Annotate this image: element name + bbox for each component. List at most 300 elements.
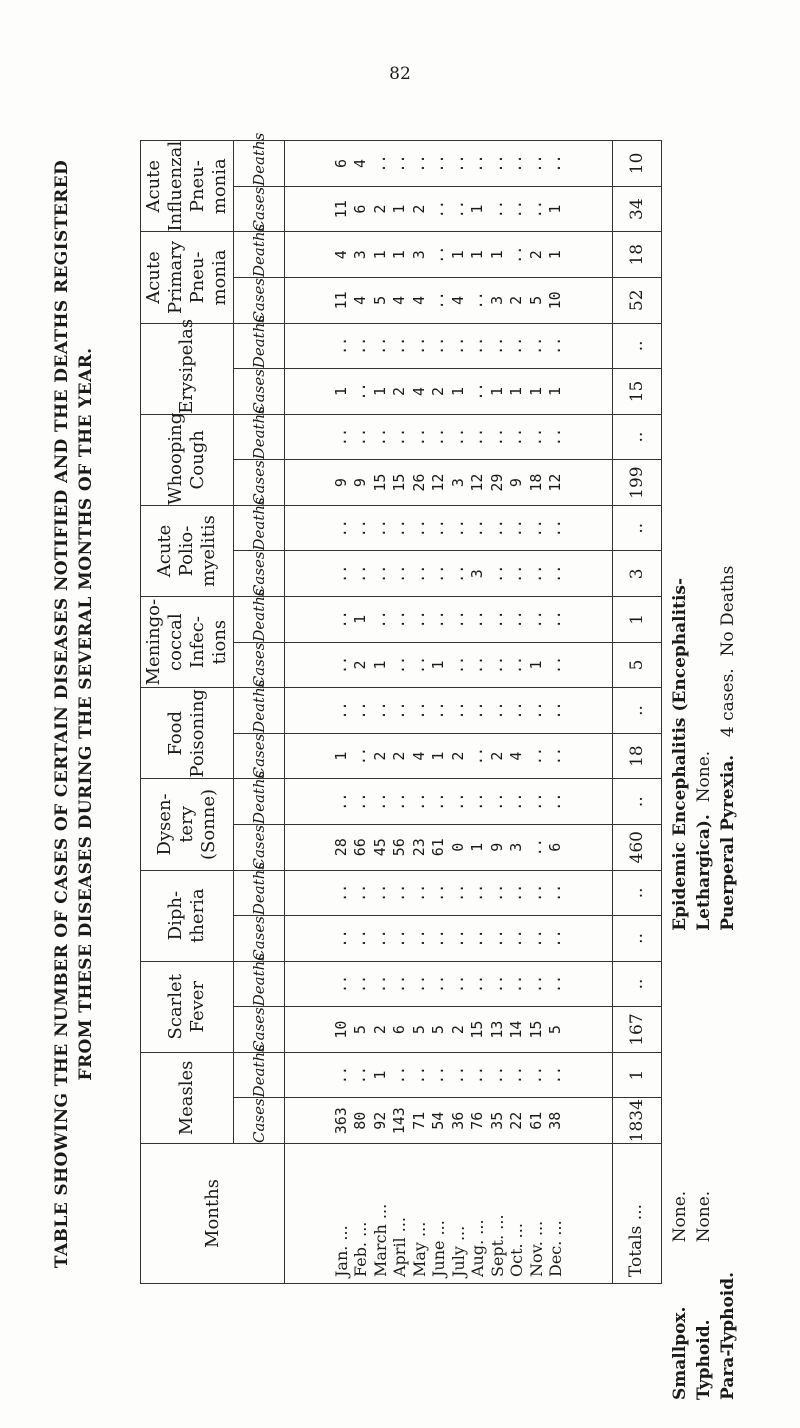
- cases-value: 2: [487, 751, 506, 761]
- deaths-column: [285, 141, 613, 187]
- cases-value: 3: [448, 478, 467, 488]
- deaths-value: ..: [331, 610, 350, 629]
- total-deaths: ..: [613, 688, 662, 734]
- cases-value: 2: [507, 295, 525, 305]
- cases-value: 11: [331, 291, 350, 310]
- note-epidemic-value: None.: [694, 750, 714, 803]
- total-deaths: ..: [613, 323, 662, 369]
- deaths-value: ..: [390, 336, 408, 355]
- cases-value: ..: [448, 564, 467, 583]
- deaths-column: [285, 232, 613, 278]
- deaths-value: ..: [370, 974, 389, 994]
- deaths-value: ..: [468, 1066, 486, 1085]
- cases-value: ..: [448, 929, 467, 948]
- cases-value: 6: [351, 204, 369, 214]
- deaths-value: ..: [331, 428, 350, 447]
- total-cases: 3: [613, 551, 662, 597]
- deaths-subheader: Deaths: [234, 414, 285, 460]
- total-deaths: 1: [613, 597, 662, 643]
- cases-value: 1: [526, 660, 545, 670]
- total-deaths: ..: [613, 414, 662, 460]
- deaths-column: [285, 961, 613, 1007]
- deaths-value: 2: [526, 250, 545, 260]
- cases-value: 5: [370, 295, 389, 305]
- cases-column: [285, 1007, 613, 1053]
- cases-value: ..: [546, 929, 564, 948]
- month-label: July ...: [448, 1225, 468, 1277]
- deaths-value: ..: [429, 974, 447, 994]
- cases-value: 9: [487, 842, 506, 852]
- month-label: Feb. ...: [351, 1221, 370, 1277]
- cases-value: ..: [526, 838, 545, 857]
- total-cases: 34: [613, 186, 662, 232]
- deaths-value: ..: [507, 428, 525, 447]
- total-cases: 52: [613, 278, 662, 324]
- notes: [668, 400, 778, 1400]
- cases-value: ..: [546, 747, 564, 766]
- deaths-value: ..: [507, 245, 525, 264]
- deaths-value: ..: [546, 701, 564, 720]
- deaths-value: ..: [468, 610, 486, 629]
- deaths-value: ..: [429, 245, 447, 264]
- deaths-column: [285, 779, 613, 825]
- cases-value: 61: [526, 1111, 545, 1130]
- deaths-value: ..: [331, 519, 350, 538]
- deaths-value: 1: [390, 250, 408, 260]
- deaths-value: 1: [546, 250, 564, 260]
- deaths-value: ..: [468, 428, 486, 447]
- deaths-value: 1: [351, 614, 369, 624]
- deaths-subheader: Deaths: [234, 961, 285, 1007]
- deaths-value: ..: [429, 336, 447, 355]
- cases-value: 9: [331, 478, 350, 488]
- cases-subheader: Cases: [234, 460, 285, 506]
- deaths-value: ..: [507, 519, 525, 538]
- cases-value: ..: [351, 747, 369, 766]
- note-typhoid-value: None.: [694, 1190, 714, 1243]
- deaths-value: ..: [351, 428, 369, 447]
- deaths-value: ..: [429, 701, 447, 720]
- cases-value: ..: [448, 655, 467, 674]
- cases-value: 4: [507, 751, 525, 761]
- note-paratyphoid-label: Para-Typhoid.: [718, 1271, 738, 1400]
- total-cases: 15: [613, 369, 662, 415]
- cases-value: ..: [468, 929, 486, 948]
- cases-value: 1: [331, 386, 350, 396]
- deaths-column: [285, 597, 613, 643]
- deaths-value: ..: [331, 883, 350, 902]
- deaths-column: [285, 414, 613, 460]
- months-header: Months: [141, 1144, 285, 1284]
- deaths-subheader: Deaths: [234, 1052, 285, 1098]
- cases-value: ..: [487, 564, 506, 583]
- deaths-value: 3: [351, 250, 369, 260]
- cases-value: 3: [487, 295, 506, 305]
- deaths-value: ..: [546, 519, 564, 538]
- deaths-value: ..: [526, 519, 545, 538]
- deaths-value: ..: [429, 1066, 447, 1085]
- deaths-value: ..: [546, 336, 564, 355]
- cases-value: 4: [351, 295, 369, 305]
- cases-value: 15: [526, 1020, 545, 1039]
- deaths-value: ..: [351, 336, 369, 355]
- deaths-value: ..: [526, 610, 545, 629]
- total-cases: 167: [613, 1007, 662, 1053]
- deaths-value: ..: [370, 336, 389, 355]
- deaths-value: ..: [429, 519, 447, 538]
- total-cases: 18: [613, 733, 662, 779]
- cases-value: 2: [409, 204, 428, 214]
- cases-value: 363: [331, 1107, 350, 1135]
- cases-value: ..: [546, 655, 564, 674]
- month-label: Nov. ...: [526, 1220, 546, 1277]
- cases-value: ..: [351, 564, 369, 583]
- cases-value: 5: [526, 295, 545, 305]
- deaths-subheader: Deaths: [234, 779, 285, 825]
- deaths-value: ..: [331, 1066, 350, 1085]
- month-label: Aug. ...: [468, 1219, 487, 1277]
- disease-header: Measles: [141, 1052, 234, 1143]
- disease-header: Food Poisoning: [141, 688, 234, 779]
- cases-value: 12: [546, 473, 564, 492]
- disease-header: Acute Polio- myelitis: [141, 505, 234, 596]
- table-title: [50, 64, 106, 1364]
- deaths-value: ..: [448, 519, 467, 538]
- cases-value: 4: [409, 295, 428, 305]
- deaths-value: ..: [448, 336, 467, 355]
- cases-value: 28: [331, 838, 350, 857]
- cases-subheader: Cases: [234, 824, 285, 870]
- deaths-value: ..: [409, 701, 428, 720]
- deaths-value: ..: [331, 792, 350, 811]
- cases-value: 1: [468, 842, 486, 852]
- cases-value: 1: [546, 386, 564, 396]
- cases-value: 5: [429, 1025, 447, 1035]
- cases-value: 18: [526, 473, 545, 492]
- deaths-value: ..: [351, 701, 369, 720]
- cases-value: ..: [487, 200, 506, 219]
- cases-value: ..: [448, 200, 467, 219]
- cases-value: 143: [390, 1107, 408, 1135]
- cases-value: ..: [526, 929, 545, 948]
- cases-value: ..: [390, 564, 408, 583]
- deaths-value: ..: [409, 883, 428, 902]
- deaths-value: ..: [331, 974, 350, 994]
- deaths-value: ..: [507, 701, 525, 720]
- cases-value: ..: [507, 200, 525, 219]
- months-list: [285, 1144, 613, 1284]
- cases-value: 56: [390, 838, 408, 857]
- deaths-value: ..: [448, 154, 467, 173]
- month-label: Sept. ...: [487, 1214, 507, 1277]
- cases-value: 2: [370, 751, 389, 761]
- deaths-value: ..: [526, 701, 545, 720]
- deaths-value: ..: [526, 974, 545, 994]
- cases-value: 1: [448, 386, 467, 396]
- cases-value: ..: [468, 655, 486, 674]
- cases-value: 66: [351, 838, 369, 857]
- cases-value: ..: [390, 929, 408, 948]
- disease-header: Meningo- coccal Infec- tions: [141, 597, 234, 688]
- cases-value: ..: [409, 929, 428, 948]
- note-smallpox-value: None.: [670, 1190, 690, 1243]
- cases-value: ..: [526, 200, 545, 219]
- cases-subheader: Cases: [234, 642, 285, 688]
- cases-value: 2: [390, 386, 408, 396]
- cases-value: 5: [409, 1025, 428, 1035]
- cases-value: 45: [370, 838, 389, 857]
- deaths-value: ..: [487, 974, 506, 994]
- deaths-value: ..: [526, 792, 545, 811]
- deaths-value: 1: [370, 250, 389, 260]
- deaths-value: 1: [487, 250, 506, 260]
- deaths-value: ..: [409, 974, 428, 994]
- deaths-value: ..: [487, 428, 506, 447]
- cases-value: 2: [351, 660, 369, 670]
- deaths-column: [285, 870, 613, 916]
- month-label: Jan. ...: [331, 1225, 351, 1277]
- cases-column: [285, 642, 613, 688]
- cases-value: 15: [390, 473, 408, 492]
- month-label: June ...: [429, 1220, 448, 1277]
- deaths-value: ..: [468, 974, 486, 994]
- deaths-value: ..: [546, 974, 564, 994]
- cases-value: 13: [487, 1020, 506, 1039]
- deaths-value: ..: [390, 428, 408, 447]
- disease-header: Acute Influenzal Pneu- monia: [141, 141, 234, 232]
- deaths-value: ..: [409, 154, 428, 173]
- deaths-value: ..: [448, 701, 467, 720]
- deaths-value: ..: [409, 792, 428, 811]
- deaths-value: ..: [370, 792, 389, 811]
- cases-value: 1: [487, 386, 506, 396]
- deaths-value: ..: [487, 336, 506, 355]
- cases-value: ..: [409, 655, 428, 674]
- deaths-subheader: Deaths: [234, 323, 285, 369]
- deaths-value: ..: [409, 610, 428, 629]
- deaths-value: ..: [448, 610, 467, 629]
- deaths-subheader: Deaths: [234, 232, 285, 278]
- cases-value: ..: [409, 564, 428, 583]
- disease-header: Diph- theria: [141, 870, 234, 961]
- deaths-value: ..: [546, 610, 564, 629]
- note-puerperal-cases: 4 cases.: [718, 668, 738, 738]
- deaths-value: 1: [468, 250, 486, 260]
- note-smallpox-label: Smallpox.: [670, 1306, 690, 1400]
- cases-value: 71: [409, 1111, 428, 1130]
- cases-value: ..: [429, 564, 447, 583]
- cases-subheader: Cases: [234, 733, 285, 779]
- note-puerperal-deaths: No Deaths: [718, 565, 738, 657]
- deaths-value: ..: [507, 336, 525, 355]
- deaths-value: ..: [429, 428, 447, 447]
- deaths-value: ..: [526, 428, 545, 447]
- cases-column: [285, 369, 613, 415]
- cases-value: 38: [546, 1111, 564, 1130]
- disease-header: Erysipelas: [141, 323, 234, 414]
- cases-value: ..: [331, 929, 350, 948]
- cases-value: ..: [331, 564, 350, 583]
- deaths-subheader: Deaths: [234, 141, 285, 187]
- deaths-subheader: Deaths: [234, 870, 285, 916]
- deaths-value: ..: [409, 428, 428, 447]
- deaths-value: ..: [468, 336, 486, 355]
- deaths-value: ..: [390, 610, 408, 629]
- cases-subheader: Cases: [234, 369, 285, 415]
- deaths-value: ..: [370, 154, 389, 173]
- deaths-value: ..: [351, 519, 369, 538]
- cases-value: ..: [468, 382, 486, 401]
- month-label: March ...: [370, 1203, 390, 1277]
- total-cases: 199: [613, 460, 662, 506]
- deaths-value: ..: [351, 883, 369, 902]
- cases-column: [285, 278, 613, 324]
- cases-value: ..: [526, 564, 545, 583]
- cases-subheader: Cases: [234, 1098, 285, 1144]
- deaths-value: ..: [487, 701, 506, 720]
- cases-value: 2: [370, 204, 389, 214]
- cases-column: [285, 551, 613, 597]
- cases-value: 14: [507, 1020, 525, 1039]
- cases-subheader: Cases: [234, 1007, 285, 1053]
- deaths-value: ..: [331, 701, 350, 720]
- cases-value: 4: [448, 295, 467, 305]
- deaths-value: ..: [390, 974, 408, 994]
- cases-value: ..: [546, 564, 564, 583]
- cases-value: 26: [409, 473, 428, 492]
- deaths-value: ..: [468, 154, 486, 173]
- deaths-value: ..: [546, 1066, 564, 1085]
- deaths-value: ..: [429, 610, 447, 629]
- cases-value: 0: [448, 842, 467, 852]
- deaths-value: ..: [448, 1066, 467, 1085]
- cases-value: 29: [487, 473, 506, 492]
- cases-value: 92: [370, 1111, 389, 1130]
- cases-column: [285, 1098, 613, 1144]
- cases-value: 6: [546, 842, 564, 852]
- cases-value: 9: [351, 478, 369, 488]
- deaths-value: ..: [370, 883, 389, 902]
- page-number: 82: [389, 64, 411, 84]
- deaths-value: ..: [448, 883, 467, 902]
- total-deaths: 10: [613, 141, 662, 187]
- deaths-value: ..: [468, 519, 486, 538]
- cases-value: 3: [468, 569, 486, 579]
- cases-value: ..: [429, 291, 447, 310]
- deaths-value: ..: [487, 883, 506, 902]
- cases-value: ..: [429, 200, 447, 219]
- cases-value: 1: [468, 204, 486, 214]
- deaths-value: ..: [507, 1066, 525, 1085]
- deaths-value: ..: [507, 154, 525, 173]
- deaths-value: ..: [526, 336, 545, 355]
- deaths-value: ..: [526, 154, 545, 173]
- deaths-value: ..: [331, 336, 350, 355]
- deaths-value: ..: [370, 701, 389, 720]
- cases-value: ..: [468, 291, 486, 310]
- deaths-value: ..: [429, 154, 447, 173]
- cases-value: 1: [429, 660, 447, 670]
- cases-value: ..: [351, 929, 369, 948]
- deaths-value: ..: [507, 974, 525, 994]
- cases-value: 2: [429, 386, 447, 396]
- total-deaths: ..: [613, 961, 662, 1007]
- disease-header: Dysen- tery (Sonne): [141, 779, 234, 870]
- deaths-value: 4: [331, 250, 350, 260]
- month-label: Oct. ...: [507, 1223, 526, 1277]
- cases-value: 36: [448, 1111, 467, 1130]
- month-label: Dec. ...: [546, 1220, 565, 1277]
- deaths-value: ..: [370, 428, 389, 447]
- deaths-value: ..: [487, 610, 506, 629]
- total-deaths: ..: [613, 505, 662, 551]
- cases-value: ..: [429, 929, 447, 948]
- deaths-value: ..: [390, 701, 408, 720]
- total-deaths: ..: [613, 779, 662, 825]
- total-cases: 460: [613, 824, 662, 870]
- cases-value: ..: [351, 382, 369, 401]
- cases-value: 12: [468, 473, 486, 492]
- cases-value: 35: [487, 1111, 506, 1130]
- deaths-value: ..: [351, 792, 369, 811]
- total-cases: 5: [613, 642, 662, 688]
- note-puerperal-label: Puerperal Pyrexia.: [718, 754, 738, 931]
- total-cases: ..: [613, 916, 662, 962]
- deaths-value: ..: [546, 154, 564, 173]
- cases-value: 5: [351, 1025, 369, 1035]
- deaths-column: [285, 505, 613, 551]
- cases-subheader: Cases: [234, 551, 285, 597]
- month-label: April ...: [390, 1216, 409, 1277]
- deaths-value: ..: [409, 1066, 428, 1085]
- deaths-value: ..: [507, 610, 525, 629]
- disease-table: [140, 132, 662, 1284]
- deaths-value: 1: [370, 1070, 389, 1080]
- cases-value: 4: [409, 751, 428, 761]
- deaths-value: ..: [390, 792, 408, 811]
- cases-value: ..: [487, 929, 506, 948]
- table-container: [140, 132, 662, 1284]
- cases-value: 1: [390, 204, 408, 214]
- cases-value: 61: [429, 838, 447, 857]
- deaths-value: ..: [448, 428, 467, 447]
- cases-value: 23: [409, 838, 428, 857]
- cases-value: 2: [448, 1025, 467, 1035]
- cases-value: 15: [468, 1020, 486, 1039]
- cases-value: 10: [546, 291, 564, 310]
- deaths-value: ..: [390, 519, 408, 538]
- cases-column: [285, 916, 613, 962]
- cases-value: 2: [448, 751, 467, 761]
- deaths-value: ..: [546, 428, 564, 447]
- deaths-value: 3: [409, 250, 428, 260]
- deaths-value: ..: [429, 883, 447, 902]
- cases-column: [285, 186, 613, 232]
- cases-value: 1: [370, 660, 389, 670]
- cases-value: ..: [331, 655, 350, 674]
- cases-value: 1: [546, 204, 564, 214]
- cases-value: 2: [390, 751, 408, 761]
- total-deaths: 1: [613, 1052, 662, 1098]
- deaths-value: ..: [370, 610, 389, 629]
- deaths-value: ..: [487, 1066, 506, 1085]
- deaths-value: ..: [468, 792, 486, 811]
- deaths-value: ..: [546, 792, 564, 811]
- disease-header: Acute Primary Pneu- monia: [141, 232, 234, 323]
- note-epidemic-label: Epidemic Encephalitis (Encephalitis-Lethargica).: [670, 577, 714, 931]
- month-label: May ...: [409, 1221, 429, 1277]
- deaths-value: ..: [507, 792, 525, 811]
